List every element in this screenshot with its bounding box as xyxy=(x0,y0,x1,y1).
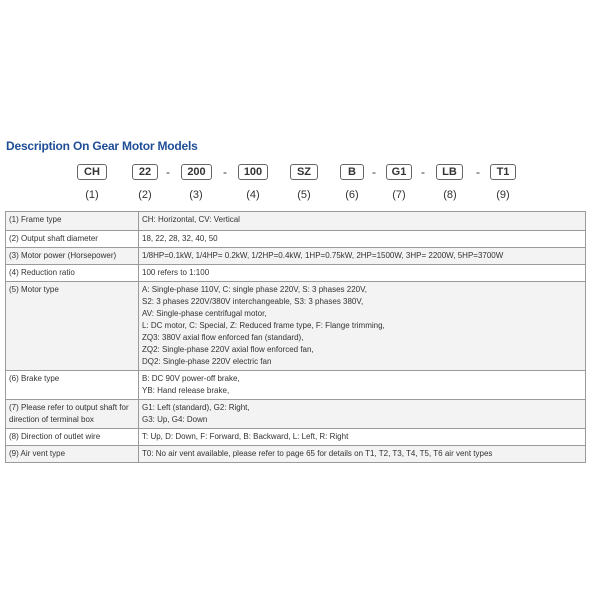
value-line: T: Up, D: Down, F: Forward, B: Backward, L: Left, R: Right xyxy=(142,432,349,441)
table-row xyxy=(6,429,586,446)
code-box-brake-type: B xyxy=(340,164,364,180)
value-line: CH: Horizontal, CV: Vertical xyxy=(142,215,240,224)
value-line: L: DC motor, C: Special, Z: Reduced frame type, F: Flange trimming, xyxy=(142,321,385,330)
value-line: 18, 22, 28, 32, 40, 50 xyxy=(142,234,218,243)
code-index: (3) xyxy=(189,189,203,201)
value-line: 100 refers to 1:100 xyxy=(142,268,210,277)
code-separator: - xyxy=(166,165,170,179)
code-separator: - xyxy=(421,165,425,179)
value-line: S2: 3 phases 220V/380V interchangeable, S3: 3 phases 380V, xyxy=(142,297,364,306)
row-label: (3) Motor power (Horsepower) xyxy=(6,248,139,265)
code-index: (7) xyxy=(392,189,406,201)
code-box-shaft-diameter: 22 xyxy=(132,164,158,180)
value-line: AV: Single-phase centrifugal motor, xyxy=(142,309,267,318)
code-index: (8) xyxy=(443,189,457,201)
row-label: (2) Output shaft diameter xyxy=(6,231,139,248)
table-row xyxy=(6,265,586,282)
row-value xyxy=(139,371,586,400)
row-value xyxy=(139,429,586,446)
row-value xyxy=(139,231,586,248)
table-row xyxy=(6,248,586,265)
code-index: (5) xyxy=(297,189,311,201)
value-line: ZQ2: Single-phase 220V axial flow enforced fan, xyxy=(142,345,314,354)
value-line: YB: Hand release brake, xyxy=(142,386,230,395)
value-line: G1: Left (standard), G2: Right, xyxy=(142,403,250,412)
code-box-terminal-box: G1 xyxy=(386,164,412,180)
table-row xyxy=(6,231,586,248)
row-label: (4) Reduction ratio xyxy=(6,265,139,282)
row-value xyxy=(139,282,586,371)
code-box-motor-type: SZ xyxy=(290,164,318,180)
row-value xyxy=(139,212,586,231)
code-box-frame-type: CH xyxy=(77,164,107,180)
table-row xyxy=(6,400,586,429)
code-index: (1) xyxy=(85,189,99,201)
value-line: ZQ3: 380V axial flow enforced fan (standard), xyxy=(142,333,304,342)
value-line: G3: Up, G4: Down xyxy=(142,415,208,424)
value-line: DQ2: Single-phase 220V electric fan xyxy=(142,357,272,366)
row-value xyxy=(139,400,586,429)
page-title: Description On Gear Motor Models xyxy=(6,139,198,153)
row-label: (7) Please refer to output shaft for direction of terminal box xyxy=(6,400,139,429)
table-row xyxy=(6,371,586,400)
code-index: (4) xyxy=(246,189,260,201)
row-label: (1) Frame type xyxy=(6,212,139,231)
code-box-outlet-wire: LB xyxy=(436,164,463,180)
code-index: (6) xyxy=(345,189,359,201)
code-box-motor-power: 200 xyxy=(181,164,212,180)
row-label: (5) Motor type xyxy=(6,282,139,371)
row-value xyxy=(139,248,586,265)
value-line: T0: No air vent available, please refer to page 65 for details on T1, T2, T3, T4, T5, T6 air vent types xyxy=(142,449,493,458)
table-row xyxy=(6,212,586,231)
code-box-air-vent: T1 xyxy=(490,164,516,180)
row-value xyxy=(139,446,586,463)
code-index: (9) xyxy=(496,189,510,201)
code-separator: - xyxy=(223,165,227,179)
code-separator: - xyxy=(372,165,376,179)
value-line: A: Single-phase 110V, C: single phase 220V, S: 3 phases 220V, xyxy=(142,285,367,294)
table-row xyxy=(6,282,586,371)
row-label: (9) Air vent type xyxy=(6,446,139,463)
row-value xyxy=(139,265,586,282)
value-line: 1/8HP=0.1kW, 1/4HP= 0.2kW, 1/2HP=0.4kW, 1HP=0.75kW, 2HP=1500W, 3HP= 2200W, 5HP=3700W xyxy=(142,251,504,260)
table-row xyxy=(6,446,586,463)
row-label: (8) Direction of outlet wire xyxy=(6,429,139,446)
code-separator: - xyxy=(476,165,480,179)
value-line: B: DC 90V power-off brake, xyxy=(142,374,240,383)
spec-table xyxy=(5,211,586,463)
row-label: (6) Brake type xyxy=(6,371,139,400)
code-index: (2) xyxy=(138,189,152,201)
code-box-reduction-ratio: 100 xyxy=(238,164,268,180)
